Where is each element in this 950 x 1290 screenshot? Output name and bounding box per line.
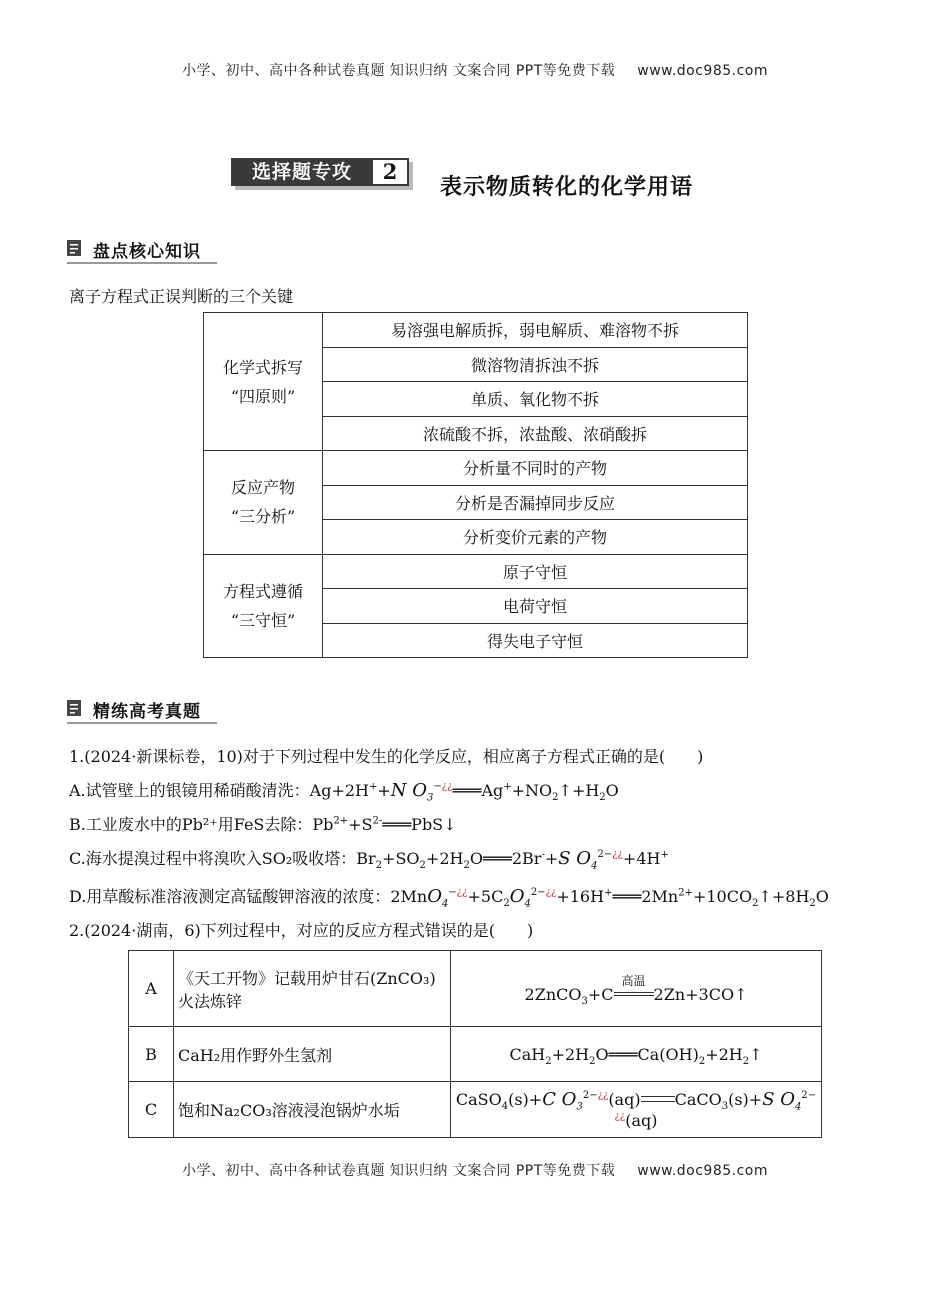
equilibrium-arrow <box>641 1095 675 1105</box>
document-icon <box>67 700 81 716</box>
option-b[interactable]: B.工业废水中的Pb²⁺用FeS去除：$Pb^{2+}+S^{2-}═══PbS↓$ <box>69 815 457 834</box>
rule-cell: 单质、氧化物不拆 <box>323 382 748 417</box>
reaction-condition: 高温 <box>621 974 646 988</box>
badge-number: 2 <box>371 158 409 186</box>
rule-cell: 分析量不同时的产物 <box>323 451 748 486</box>
option-key[interactable]: C <box>129 1082 174 1138</box>
page-title: 表示物质转化的化学用语 <box>440 175 694 200</box>
group-label: 反应产物 “三分析” <box>204 451 323 555</box>
option-equation: $CaH_2+2H_2O═══Ca(OH)_2+2H_2↑$ <box>451 1027 822 1082</box>
footer-site[interactable]: www.doc985.com <box>637 1163 769 1179</box>
rule-cell: 浓硫酸不拆，浓盐酸、浓硝酸拆 <box>323 416 748 451</box>
section-label: 盘点核心知识 <box>93 242 201 262</box>
option-d[interactable]: D.用草酸标准溶液测定高锰酸钾溶液的浓度：$2MnO_4^{-¿¿}+5C_2O_4^{2-¿¿}+16H^+═══2Mn^{2+}+10CO_2↑+8H_2O$ <box>69 886 829 910</box>
option-desc: 饱和Na₂CO₃溶液浸泡锅炉水垢 <box>174 1082 451 1138</box>
option-key[interactable]: A <box>129 951 174 1027</box>
rule-cell: 得失电子守恒 <box>323 623 748 658</box>
badge-label: 选择题专攻 <box>231 158 373 186</box>
rule-cell: 易溶强电解质拆，弱电解质、难溶物不拆 <box>323 313 748 348</box>
header-site[interactable]: www.doc985.com <box>637 63 769 79</box>
rule-cell: 分析变价元素的产物 <box>323 520 748 555</box>
question-2-stem: 2.(2024·湖南，6)下列过程中，对应的反应方程式错误的是( ) <box>69 921 534 940</box>
rule-cell: 原子守恒 <box>323 554 748 589</box>
page-footer <box>0 1160 950 1180</box>
section-heading-knowledge <box>67 236 217 264</box>
footer-text: 小学、初中、高中各种试卷真题 知识归纳 文案合同 PPT等免费下载 <box>181 1163 616 1179</box>
section-heading-exam <box>67 696 217 724</box>
key-points-table <box>203 312 748 658</box>
option-equation: CaSO$_4$(s)+C $O_3^{2-¿¿}(aq)$ CaCO$_3$(s)+S $O_4^{2-¿¿}(aq)$ <box>451 1082 822 1138</box>
header-text: 小学、初中、高中各种试卷真题 知识归纳 文案合同 PPT等免费下载 <box>181 63 616 79</box>
option-desc: 《天工开物》记载用炉甘石(ZnCO₃) 火法炼锌 <box>174 951 451 1027</box>
group-label: 方程式遵循 “三守恒” <box>204 554 323 658</box>
page-header <box>0 60 950 80</box>
option-key[interactable]: B <box>129 1027 174 1082</box>
question-2-table <box>128 950 822 1138</box>
option-a[interactable]: A.试管壁上的银镜用稀硝酸清洗：Ag+2H++N $O_3^{-¿¿}═══Ag^++NO_2↑+H_2O$ <box>69 780 619 804</box>
rule-cell: 微溶物清拆浊不拆 <box>323 347 748 382</box>
option-c[interactable]: C.海水提溴过程中将溴吹入SO₂吸收塔：$Br_2+SO_2+2H_2O═══2Br^-+S$ $O_4^{2-¿¿}+4H^+$ <box>69 848 669 872</box>
intro-text: 离子方程式正误判断的三个关键 <box>69 287 294 306</box>
section-badge <box>231 158 409 186</box>
group-label: 化学式拆写 “四原则” <box>204 313 323 451</box>
section-label: 精练高考真题 <box>93 702 201 722</box>
question-1-stem: 1.(2024·新课标卷，10)对于下列过程中发生的化学反应，相应离子方程式正确的是( ) <box>69 747 704 766</box>
option-desc: CaH₂用作野外生氢剂 <box>174 1027 451 1082</box>
rule-cell: 电荷守恒 <box>323 589 748 624</box>
option-equation: 2ZnCO$_3$+C 高温 2Zn+3CO↑ <box>451 951 822 1027</box>
rule-cell: 分析是否漏掉同步反应 <box>323 485 748 520</box>
document-icon <box>67 240 81 256</box>
